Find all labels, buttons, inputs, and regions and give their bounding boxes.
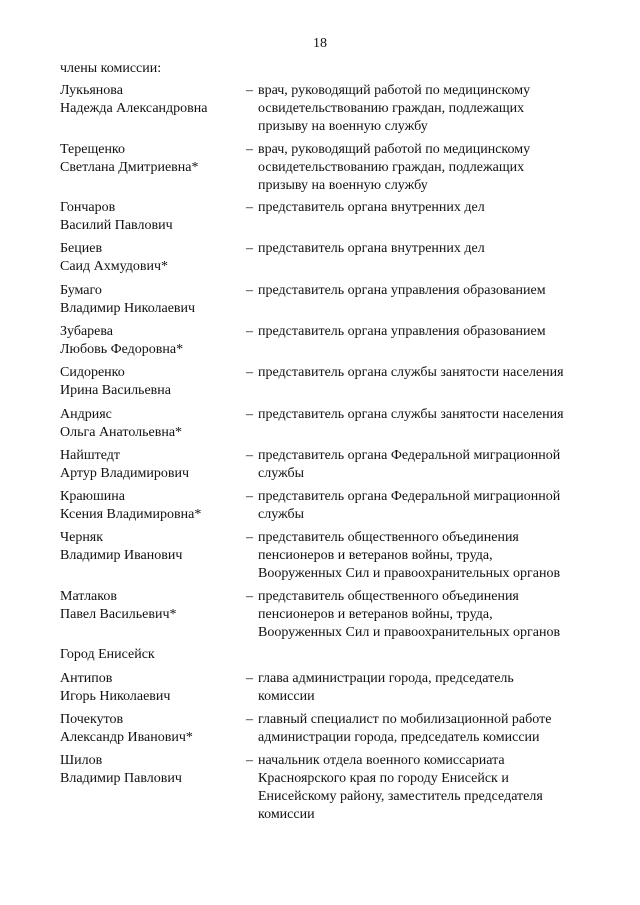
member-role: – представитель органа внутренних дел (246, 240, 605, 276)
dash: – (246, 712, 253, 727)
member-row (60, 488, 605, 524)
member-role: – представитель органа Федеральной миграционной службы (246, 448, 561, 481)
member-row (60, 447, 605, 483)
member-name: Почекутов Александр Иванович* (60, 712, 193, 745)
member-name: Зубарева Любовь Федоровна* (60, 324, 184, 357)
member-row (60, 141, 605, 195)
dash: – (246, 283, 253, 298)
member-role: – представитель органа службы занятости населения (246, 364, 605, 400)
member-name: Матлаков Павел Васильевич* (60, 589, 177, 622)
section-label-city: Город Енисейск (60, 647, 155, 662)
dash: – (246, 241, 253, 256)
member-role: – представитель общественного объединения пенсионеров и ветеранов войны, труда, Вооруженных Сил и правоохранительных органов (246, 589, 561, 640)
section-label-members: члены комиссии: (60, 61, 162, 76)
member-row (60, 240, 605, 276)
dash: – (246, 753, 253, 768)
member-name: Лукьянова Надежда Александровна (60, 83, 208, 116)
member-name: Сидоренко Ирина Васильевна (60, 365, 171, 398)
member-row (60, 199, 605, 235)
member-name: Терещенко Светлана Дмитриевна* (60, 142, 199, 175)
member-name: Шилов Владимир Павлович (60, 753, 182, 786)
dash: – (246, 200, 253, 215)
dash: – (246, 83, 253, 98)
dash: – (246, 671, 253, 686)
member-name: Гончаров Василий Павлович (60, 200, 173, 233)
member-row (60, 323, 605, 359)
member-name: Антипов Игорь Николаевич (60, 671, 171, 704)
dash: – (246, 365, 253, 380)
city-member-row (60, 670, 605, 706)
member-name: Черняк Владимир Иванович (60, 530, 183, 563)
dash: – (246, 448, 253, 463)
dash: – (246, 407, 253, 422)
city-member-row (60, 752, 605, 824)
member-row (60, 364, 605, 400)
member-name: Краюшина Ксения Владимировна* (60, 489, 202, 522)
member-name: Найштедт Артур Владимирович (60, 448, 190, 481)
city-member-row (60, 711, 605, 747)
member-role: – представитель органа управления образованием (246, 323, 605, 359)
member-row (60, 406, 605, 442)
member-name: Бумаго Владимир Николаевич (60, 283, 196, 316)
member-name: Бециев Саид Ахмудович* (60, 241, 169, 274)
dash: – (246, 142, 253, 157)
member-role: – врач, руководящий работой по медицинскому освидетельствованию граждан, подлежащих призыву на военную службу (246, 83, 531, 134)
member-role: – глава администрации города, председатель комиссии (246, 671, 514, 704)
dash: – (246, 489, 253, 504)
member-role: – начальник отдела военного комиссариата Красноярского края по городу Енисейск и Енисейскому району, заместитель председателя комиссии (246, 753, 543, 822)
member-name: Андрияс Ольга Анатольевна* (60, 407, 183, 440)
dash: – (246, 324, 253, 339)
page-number: 18 (313, 36, 327, 51)
member-role: – представитель органа Федеральной миграционной службы (246, 489, 561, 522)
dash: – (246, 589, 253, 604)
member-role: – представитель органа управления образованием (246, 282, 605, 318)
member-role: – представитель общественного объединения пенсионеров и ветеранов войны, труда, Вооруженных Сил и правоохранительных органов (246, 530, 561, 581)
dash: – (246, 530, 253, 545)
member-role: – представитель органа внутренних дел (246, 199, 605, 235)
member-row (60, 588, 605, 642)
member-role: – врач, руководящий работой по медицинскому освидетельствованию граждан, подлежащих призыву на военную службу (246, 142, 531, 193)
member-row (60, 282, 605, 318)
member-row (60, 82, 605, 136)
member-row (60, 529, 605, 583)
member-role: – представитель органа службы занятости населения (246, 406, 605, 442)
member-role: – главный специалист по мобилизационной работе администрации города, председатель комиссии (246, 712, 552, 745)
